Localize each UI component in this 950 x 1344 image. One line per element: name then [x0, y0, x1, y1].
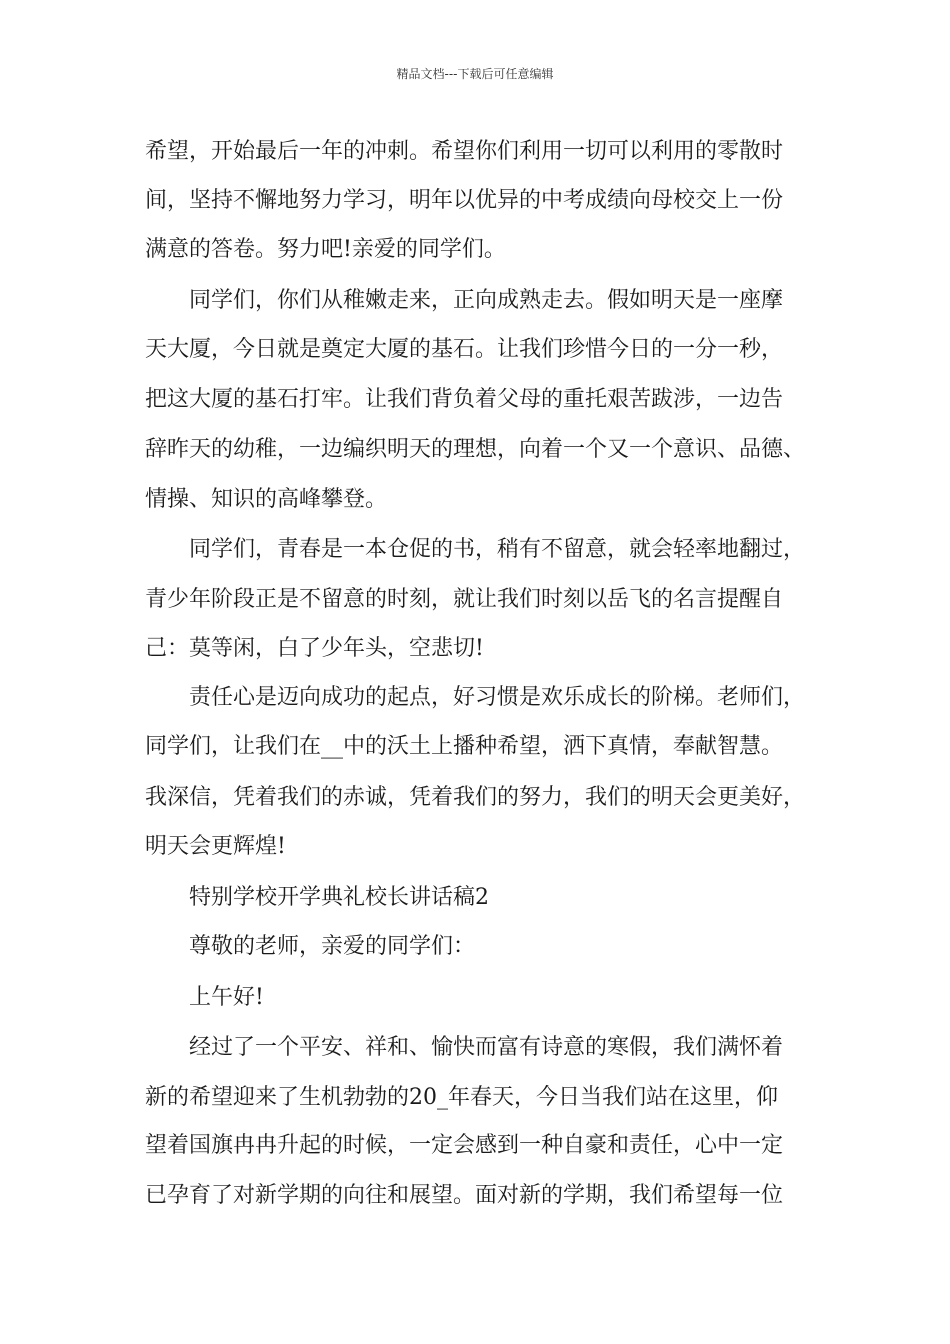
text-line: 间，坚持不懈地努力学习，明年以优异的中考成绩向母校交上一份 [145, 188, 784, 213]
paragraph-start-line: 同学们，你们从稚嫩走来，正向成熟走去。假如明天是一座摩 [189, 288, 784, 313]
text-line: 我深信，凭着我们的赤诚，凭着我们的努力，我们的明天会更美好， [145, 785, 806, 810]
text-line: 青少年阶段正是不留意的时刻，就让我们时刻以岳飞的名言提醒自 [145, 587, 784, 612]
text-line: 同学们，让我们在__中的沃土上播种希望，洒下真情，奉献智慧。 [145, 734, 784, 759]
paragraph-start-line: 经过了一个平安、祥和、愉快而富有诗意的寒假，我们满怀着 [189, 1035, 784, 1060]
text-line: 新的希望迎来了生机勃勃的20_年春天，今日当我们站在这里，仰 [145, 1085, 778, 1110]
paragraph-start-line: 责任心是迈向成功的起点，好习惯是欢乐成长的阶梯。老师们， [189, 685, 806, 710]
text-line: 望着国旗冉冉升起的时候，一定会感到一种自豪和责任，心中一定 [145, 1133, 784, 1158]
text-line: 明天会更辉煌! [145, 834, 286, 859]
text-line: 辞昨天的幼稚，一边编织明天的理想，向着一个又一个意识、品德、 [145, 437, 806, 462]
page-header: 精品文档---下载后可任意编辑 [396, 67, 554, 81]
paragraph-start-line: 同学们，青春是一本仓促的书，稍有不留意，就会轻率地翻过， [189, 537, 806, 562]
text-line: 希望，开始最后一年的冲刺。希望你们利用一切可以利用的零散时 [145, 139, 784, 164]
text-line: 己：莫等闲，白了少年头，空悲切! [145, 636, 484, 661]
section-heading: 特别学校开学典礼校长讲话稿2 [189, 885, 489, 910]
salutation: 尊敬的老师，亲爱的同学们： [189, 934, 476, 959]
greeting: 上午好! [189, 985, 264, 1010]
text-line: 已孕育了对新学期的向往和展望。面对新的学期，我们希望每一位 [145, 1183, 784, 1208]
text-line: 把这大厦的基石打牢。让我们背负着父母的重托艰苦跋涉，一边告 [145, 387, 784, 412]
text-line: 情操、知识的高峰攀登。 [145, 487, 388, 512]
text-line: 天大厦，今日就是奠定大厦的基石。让我们珍惜今日的一分一秒， [145, 337, 784, 362]
text-line: 满意的答卷。努力吧!亲爱的同学们。 [145, 237, 506, 262]
